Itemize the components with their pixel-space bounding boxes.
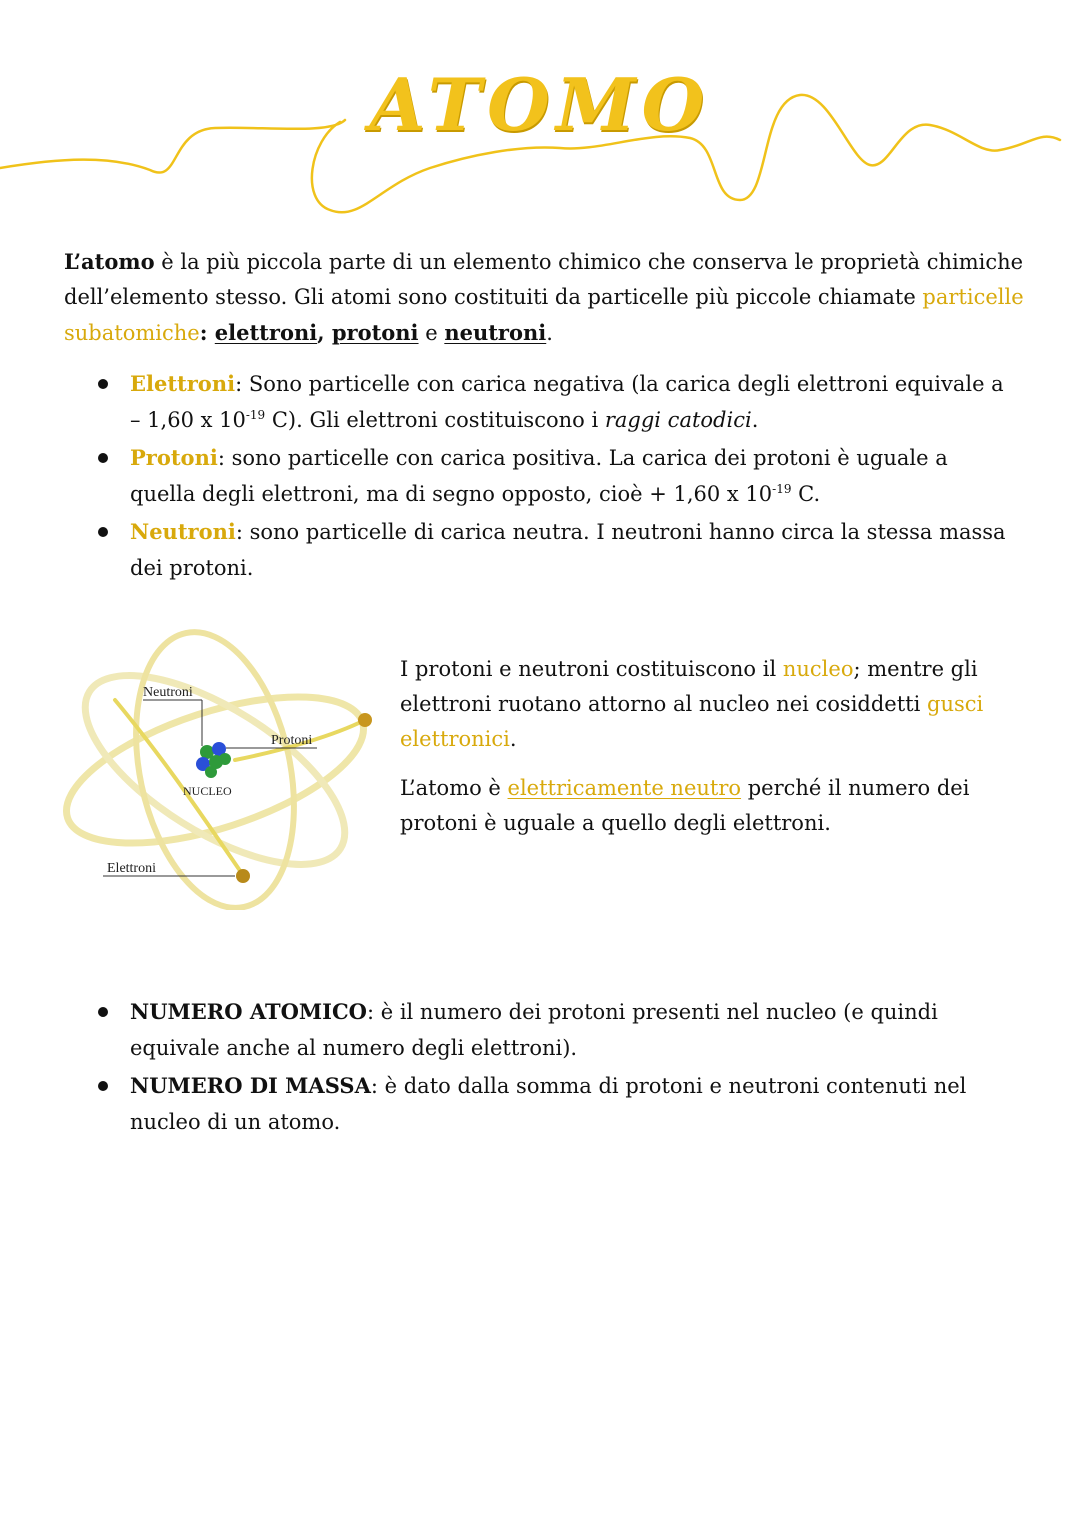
particle-text: . bbox=[751, 408, 759, 432]
neutral-paragraph bbox=[400, 771, 1020, 841]
list-item-elettroni bbox=[96, 366, 1016, 438]
text-span: ; mentre gli elettroni ruotano attorno al nucleo nei cosiddetti bbox=[400, 657, 978, 716]
intro-particle-2: protoni bbox=[331, 320, 419, 345]
particles-list bbox=[96, 366, 1016, 588]
label-protoni: Protoni bbox=[271, 733, 313, 748]
intro-highlight: particelle subatomiche bbox=[64, 285, 1024, 345]
nucleus-description bbox=[400, 652, 1020, 855]
label-elettroni: Elettroni bbox=[107, 861, 156, 876]
intro-particle-3: neutroni bbox=[444, 320, 547, 345]
intro-text-2: : bbox=[199, 320, 215, 345]
particle-italic: raggi catodici bbox=[604, 408, 752, 432]
numero-text: : è dato dalla somma di protoni e neutroni contenuti nel nucleo di un atomo. bbox=[130, 1074, 967, 1134]
nucleus-icon bbox=[196, 742, 231, 778]
bullet-icon bbox=[98, 1081, 108, 1091]
particle-text: : sono particelle di carica neutra. I neutroni hanno circa la stessa massa dei protoni. bbox=[130, 520, 1006, 580]
bullet-icon bbox=[98, 527, 108, 537]
bullet-icon bbox=[98, 453, 108, 463]
exponent: -19 bbox=[245, 408, 266, 422]
label-nucleo: NUCLEO bbox=[183, 784, 232, 798]
list-item-numero-massa bbox=[96, 1068, 1016, 1140]
text-span: perché il numero dei protoni è uguale a quello degli elettroni. bbox=[400, 776, 970, 835]
highlight-nucleo: nucleo bbox=[782, 657, 854, 681]
intro-text-1: è la più piccola parte di un elemento chimico che conserva le proprietà chimiche dell’elemento stesso. Gli atomi sono costituiti da particelle più piccole chiamate bbox=[64, 250, 1024, 309]
numero-text: : è il numero dei protoni presenti nel nucleo (e quindi equivale anche al numero degli elettroni). bbox=[130, 1000, 938, 1060]
particle-text: C). Gli elettroni costituiscono i bbox=[265, 408, 605, 432]
electron-icon bbox=[236, 869, 250, 883]
text-span: . bbox=[509, 727, 517, 751]
intro-end: . bbox=[546, 321, 553, 345]
electron-icon bbox=[358, 713, 372, 727]
highlight-gusci: gusci elettronici bbox=[400, 692, 984, 751]
numbers-list bbox=[96, 994, 1016, 1142]
list-item-numero-atomico bbox=[96, 994, 1016, 1066]
nucleus-paragraph bbox=[400, 652, 1020, 757]
text-span: L’atomo è bbox=[400, 776, 508, 800]
particle-text: : sono particelle con carica positiva. La carica dei protoni è uguale a quella degli elettroni, ma di segno opposto, cioè + 1,60 x 10 bbox=[130, 446, 948, 506]
particle-name: Elettroni bbox=[130, 371, 236, 396]
highlight-neutro: elettricamente neutro bbox=[507, 776, 742, 800]
particle-name: Neutroni bbox=[130, 519, 236, 544]
intro-sep-2: e bbox=[418, 321, 445, 345]
intro-particle-1: elettroni bbox=[214, 320, 318, 345]
list-item-protoni bbox=[96, 440, 1016, 512]
particle-text: C. bbox=[791, 482, 821, 506]
exponent: -19 bbox=[772, 482, 792, 496]
intro-term: L’atomo bbox=[64, 249, 155, 274]
text-span: I protoni e neutroni costituiscono il bbox=[400, 657, 783, 681]
intro-paragraph bbox=[64, 244, 1024, 351]
label-neutroni: Neutroni bbox=[143, 685, 193, 700]
list-item-neutroni bbox=[96, 514, 1016, 586]
atom-diagram bbox=[55, 620, 385, 910]
numero-term: NUMERO DI MASSA bbox=[130, 1073, 371, 1098]
bullet-icon bbox=[98, 379, 108, 389]
numero-term: NUMERO ATOMICO bbox=[130, 999, 367, 1024]
page-title: ATOMO bbox=[369, 62, 711, 147]
intro-sep-1: , bbox=[317, 320, 332, 345]
particle-text: : Sono particelle con carica negativa (la carica degli elettroni equivale a – 1,60 x 10 bbox=[130, 372, 1004, 432]
particle-name: Protoni bbox=[130, 445, 218, 470]
bullet-icon bbox=[98, 1007, 108, 1017]
